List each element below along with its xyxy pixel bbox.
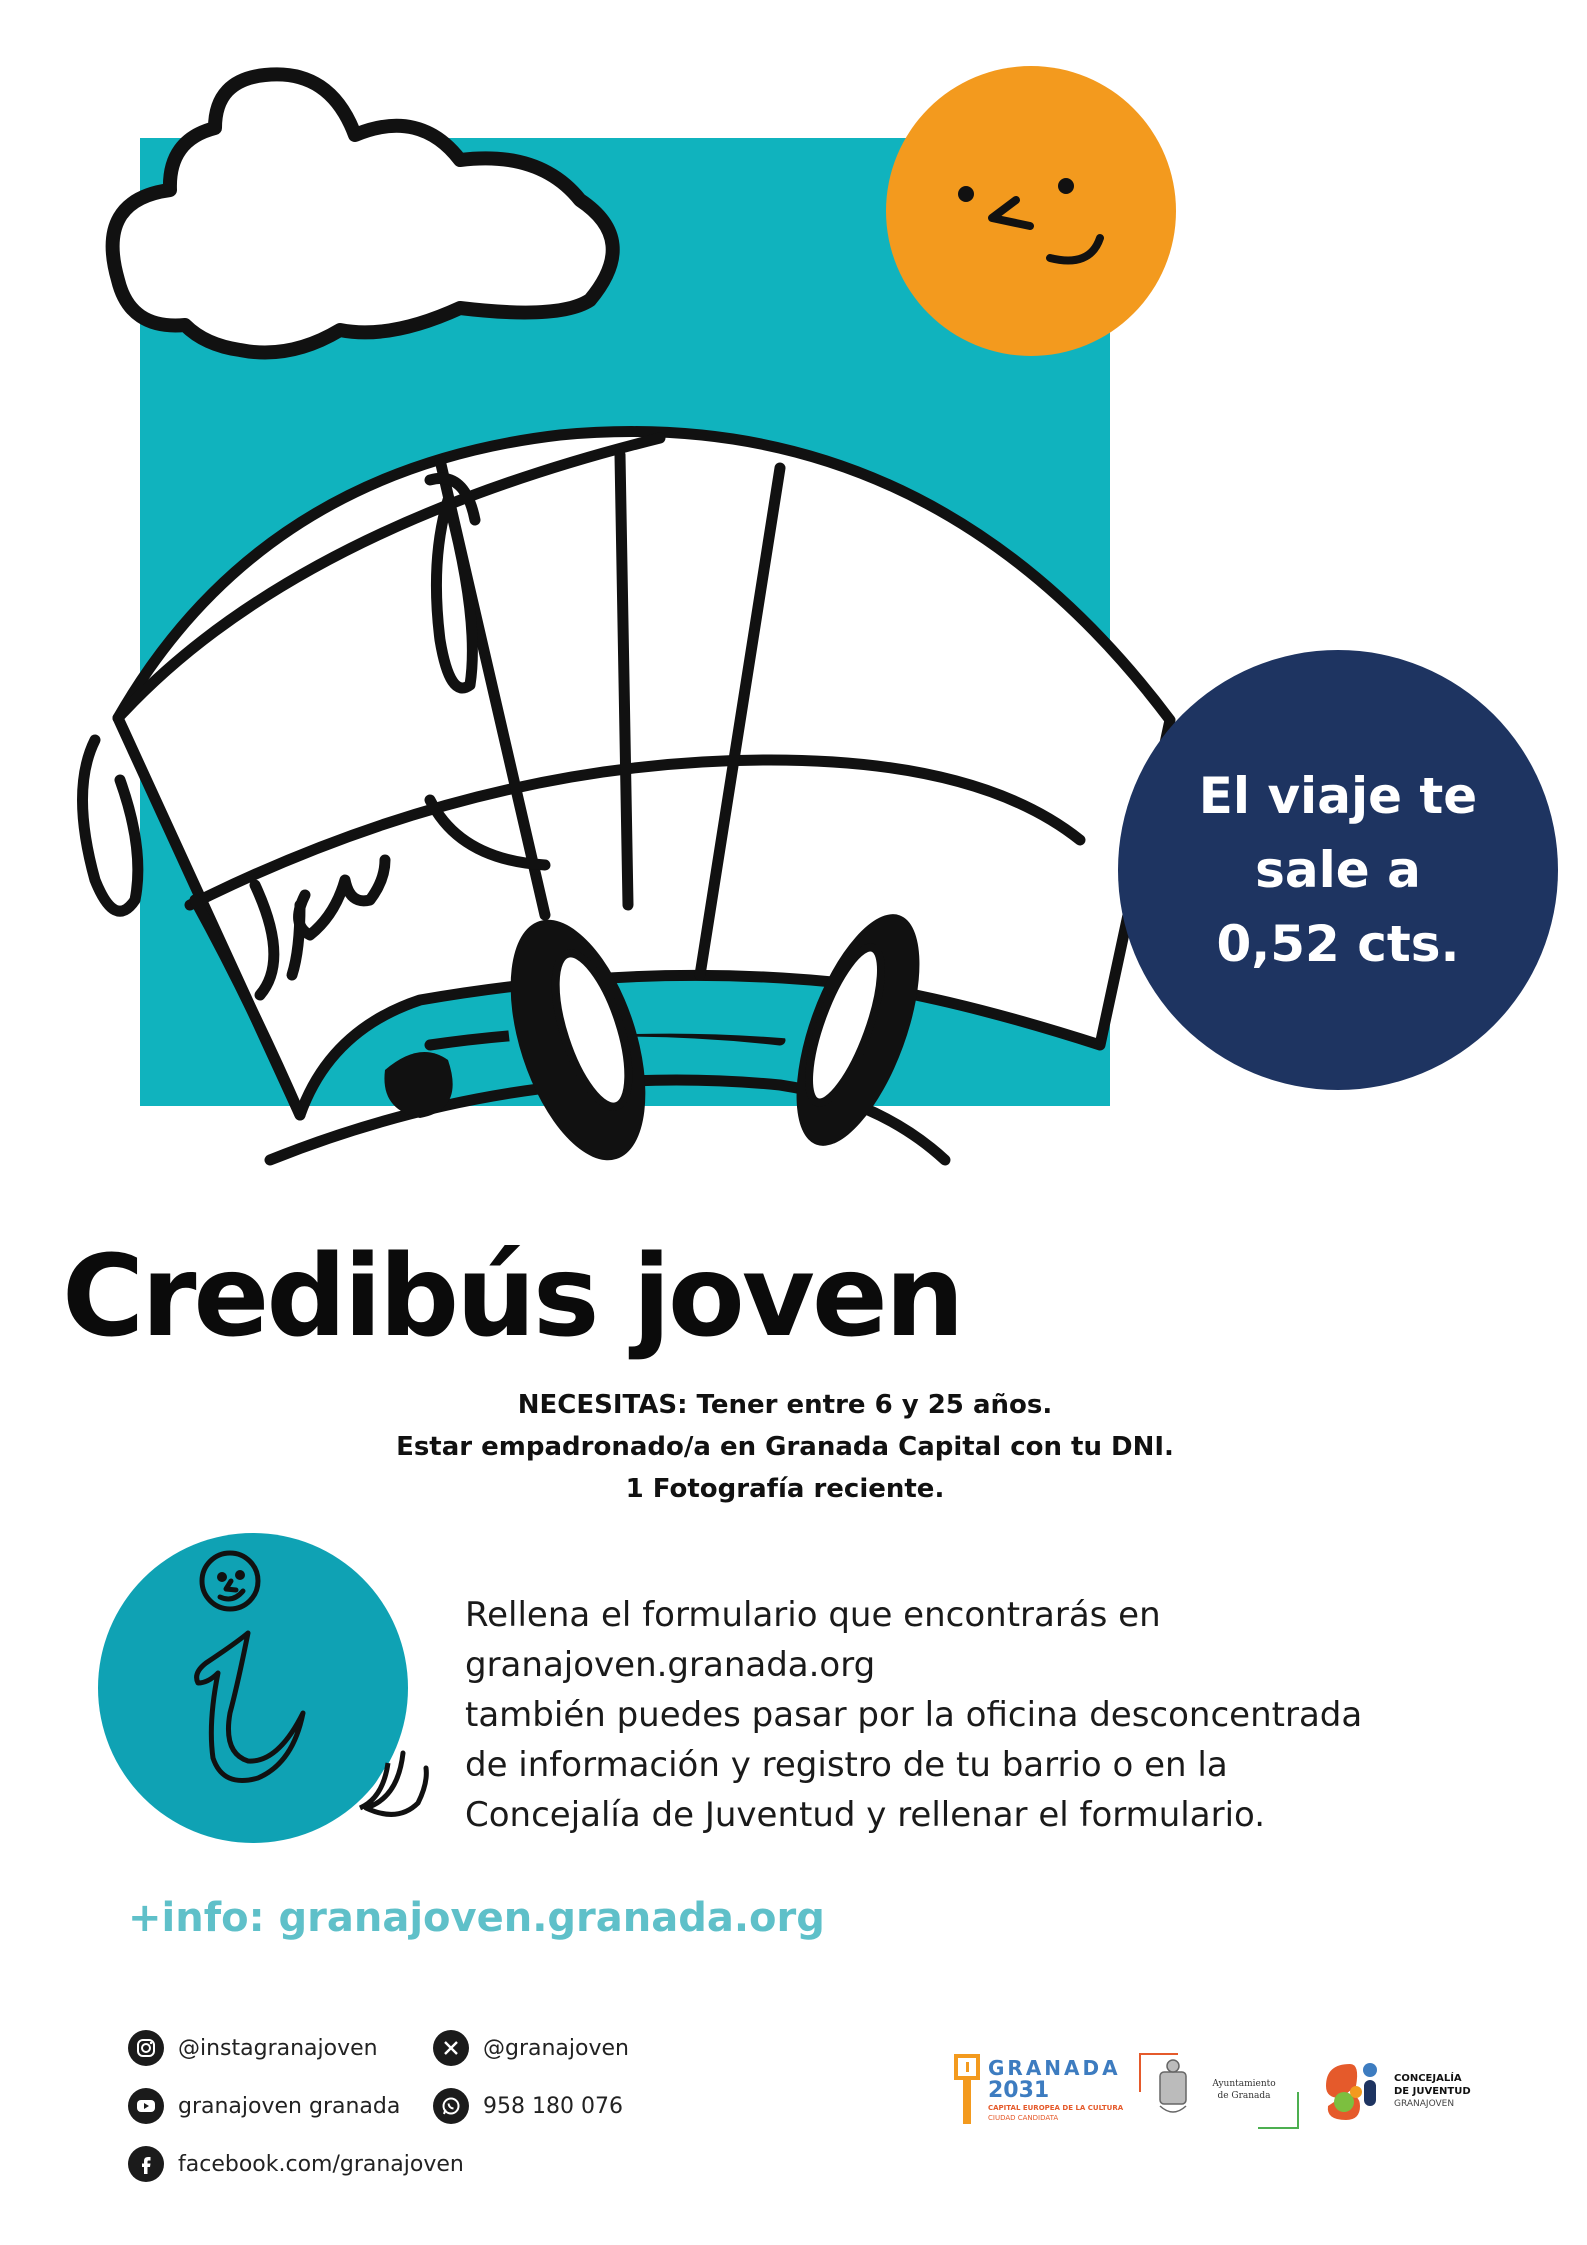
concejalia-mark-icon (1320, 2058, 1386, 2124)
page-title: Credibús joven (62, 1232, 962, 1362)
logo-text: CONCEJALÍA (1394, 2072, 1462, 2084)
logo-text: GRANAJOVEN (1394, 2098, 1455, 2109)
instruction-line: también puedes pasar por la oficina desconcentrada (465, 1695, 1363, 1735)
price-line: El viaje te (1198, 767, 1478, 825)
granada-2031-logo (952, 2052, 1123, 2128)
whatsapp-number: 958 180 076 (483, 2093, 623, 2119)
requirement-line: 1 Fotografía reciente. (625, 1474, 945, 1504)
facebook-icon (128, 2146, 164, 2182)
logo-text: DE JUVENTUD (1394, 2085, 1471, 2097)
requirement-line: Estar empadronado/a en Granada Capital con tu DNI. (396, 1432, 1174, 1462)
sun-face-icon (886, 66, 1176, 356)
instruction-line: de información y registro de tu barrio o en la (465, 1745, 1228, 1785)
logo-text: GRANADA (988, 2056, 1121, 2080)
coat-of-arms-icon (1160, 2060, 1186, 2112)
logo-text: Ayuntamiento (1212, 2079, 1276, 2089)
logo-text: CIUDAD CANDIDATA (988, 2114, 1059, 2122)
instagram-handle: @instagranajoven (178, 2035, 378, 2061)
requirement-line: NECESITAS: Tener entre 6 y 25 años. (517, 1390, 1053, 1420)
price-line: 0,52 cts. (1216, 915, 1460, 973)
instagram-icon (128, 2030, 164, 2066)
info-person-icon (98, 1533, 478, 1853)
requirements-block (300, 1384, 1270, 1510)
cloud-icon (113, 74, 613, 352)
whatsapp-icon (433, 2088, 469, 2124)
price-line: sale a (1255, 841, 1421, 899)
facebook-url: facebook.com/granajoven (178, 2151, 464, 2177)
youtube-channel: granajoven granada (178, 2093, 401, 2119)
social-youtube[interactable] (128, 2088, 400, 2124)
social-facebook[interactable] (128, 2146, 464, 2182)
instruction-line: Rellena el formulario que encontrarás en (465, 1595, 1161, 1635)
x-handle: @granajoven (483, 2035, 629, 2061)
instruction-link[interactable]: granajoven.granada.org (465, 1645, 876, 1685)
more-info-link[interactable]: +info: granajoven.granada.org (128, 1895, 825, 1941)
x-icon (433, 2030, 469, 2066)
instruction-line: Concejalía de Juventud y rellenar el formulario. (465, 1795, 1266, 1835)
granada-2031-mark-icon (952, 2052, 982, 2128)
social-instagram[interactable] (128, 2030, 378, 2066)
instructions-text (465, 1590, 1495, 1840)
ayuntamiento-logo (1138, 2052, 1300, 2130)
social-x[interactable] (433, 2030, 629, 2066)
logo-text: de Granada (1217, 2091, 1271, 2101)
youtube-icon (128, 2088, 164, 2124)
logo-text: CAPITAL EUROPEA DE LA CULTURA (988, 2104, 1124, 2112)
social-whatsapp[interactable] (433, 2088, 623, 2124)
price-badge (1118, 650, 1558, 1090)
logo-text: 2031 (988, 2078, 1050, 2103)
concejalia-juventud-logo (1320, 2058, 1471, 2124)
price-text (1199, 759, 1477, 981)
